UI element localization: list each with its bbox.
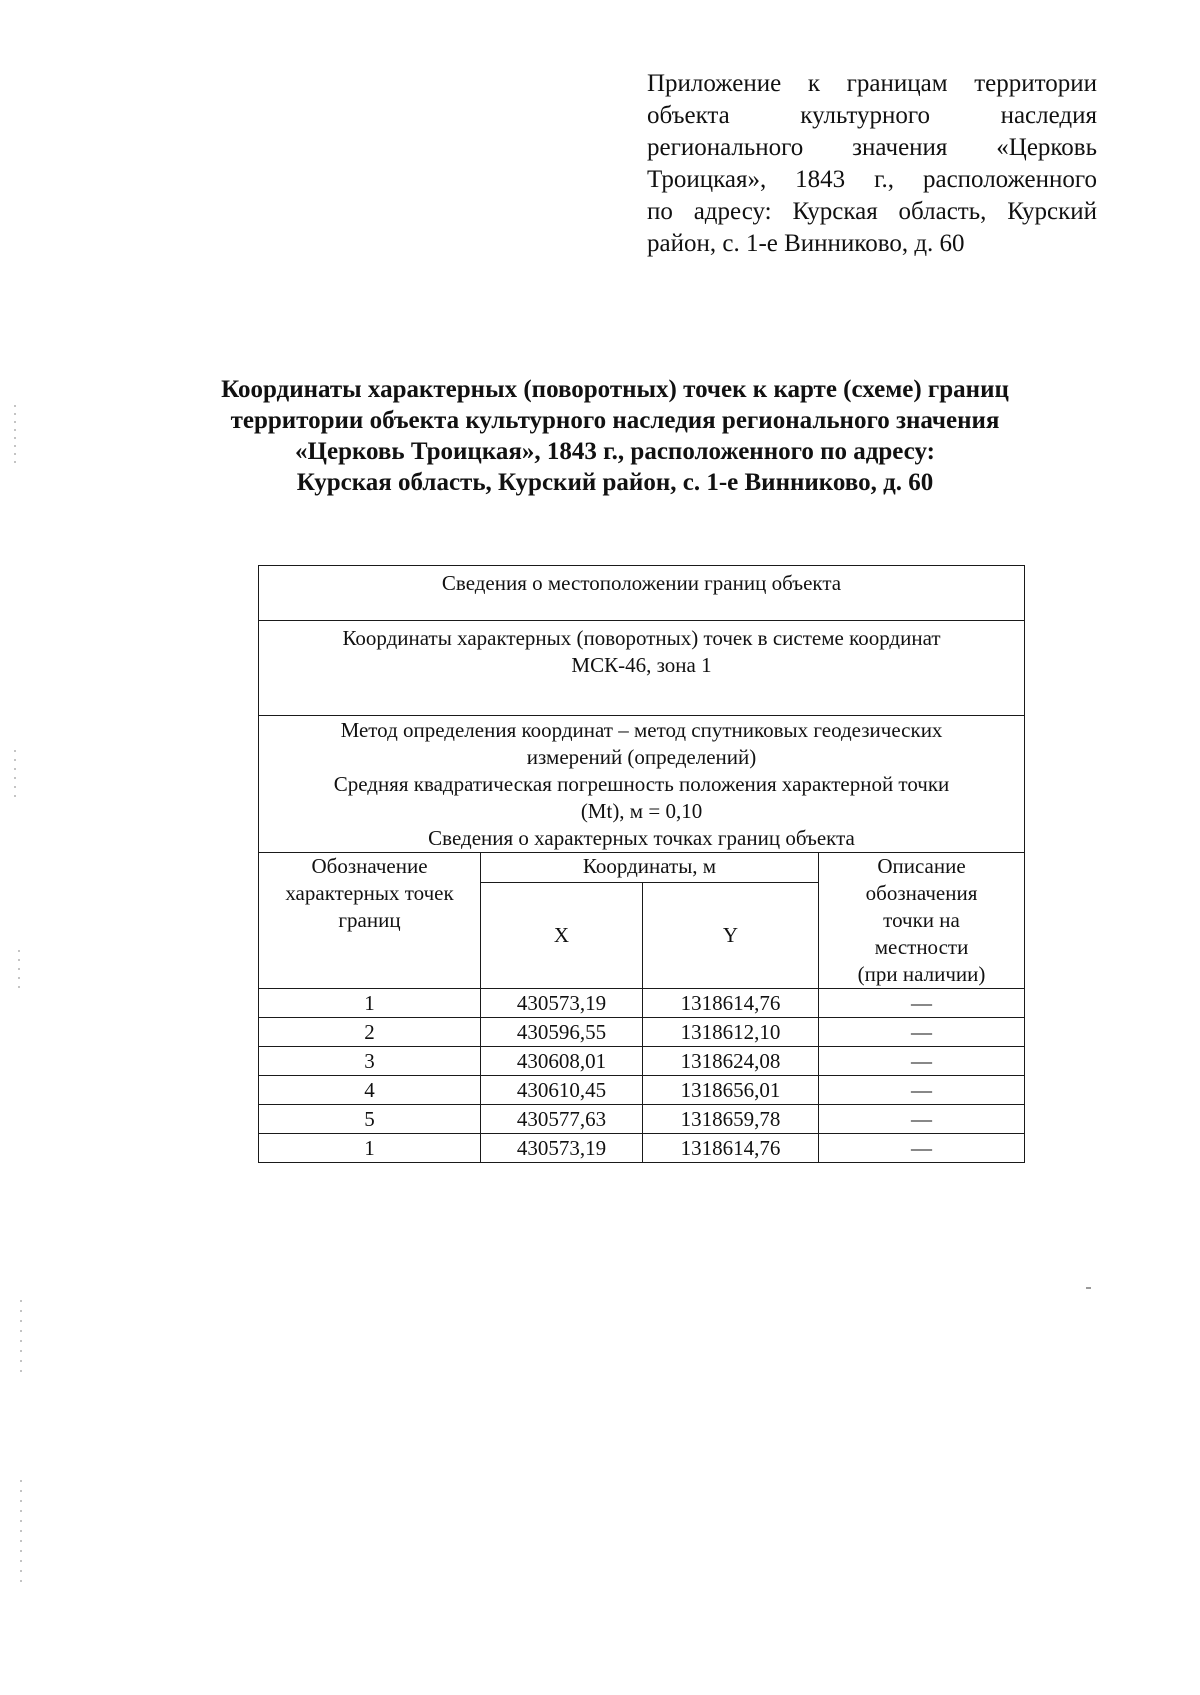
title-line: Координаты характерных (поворотных) точек к карте (схеме) границ <box>221 376 1009 403</box>
title-line: территории объекта культурного наследия регионального значения <box>230 407 1000 434</box>
description-cell: — <box>819 1076 1025 1105</box>
appendix-note-line: Троицкая», 1843 г., расположенного <box>647 166 1097 193</box>
appendix-note <box>647 68 1097 260</box>
appendix-note-line: регионального значения «Церковь <box>647 134 1097 161</box>
point-cell: 4 <box>259 1076 481 1105</box>
description-cell: — <box>819 1134 1025 1163</box>
point-cell: 3 <box>259 1047 481 1076</box>
coordinates-header: Координаты, м <box>481 853 819 883</box>
coord-system-line: МСК-46, зона 1 <box>571 653 712 677</box>
scan-speck <box>20 1480 22 1590</box>
description-cell: — <box>819 1018 1025 1047</box>
coord-system-row <box>259 621 1025 716</box>
scan-speck <box>20 1300 22 1380</box>
document-title <box>140 374 1090 498</box>
appendix-note-line: Приложение к границам территории <box>647 70 1097 97</box>
x-cell: 430608,01 <box>481 1047 643 1076</box>
appendix-note-line: объекта культурного наследия <box>647 102 1097 129</box>
method-line: Метод определения координат – метод спутниковых геодезических <box>340 718 943 742</box>
y-header: Y <box>643 882 819 988</box>
point-designation-header <box>259 853 481 989</box>
method-line: измерений (определений) <box>526 745 757 769</box>
y-cell: 1318659,78 <box>643 1105 819 1134</box>
table-row <box>259 1134 1025 1163</box>
point-cell: 2 <box>259 1018 481 1047</box>
header-line: Описание <box>877 854 966 878</box>
header-line: обозначения <box>865 881 978 905</box>
y-cell: 1318614,76 <box>643 989 819 1018</box>
title-line: «Церковь Троицкая», 1843 г., расположенного по адресу: <box>295 438 935 465</box>
y-cell: 1318624,08 <box>643 1047 819 1076</box>
x-cell: 430573,19 <box>481 989 643 1018</box>
scan-speck <box>18 950 20 995</box>
x-cell: 430577,63 <box>481 1105 643 1134</box>
table-row <box>259 989 1025 1018</box>
section-heading: Сведения о местоположении границ объекта <box>259 566 1025 621</box>
method-line: Средняя квадратическая погрешность положения характерной точки <box>333 772 950 796</box>
scan-speck <box>14 405 16 465</box>
description-cell: — <box>819 989 1025 1018</box>
scan-speck <box>14 750 16 800</box>
table-row <box>259 1076 1025 1105</box>
method-line: Сведения о характерных точках границ объекта <box>428 826 855 850</box>
y-cell: 1318656,01 <box>643 1076 819 1105</box>
appendix-note-line: по адресу: Курская область, Курский <box>647 198 1097 225</box>
description-header <box>819 853 1025 989</box>
table-row <box>259 1105 1025 1134</box>
header-line: Обозначение <box>311 854 428 878</box>
appendix-note-line: район, с. 1-е Винниково, д. 60 <box>647 230 965 257</box>
header-line: местности <box>874 935 969 959</box>
x-cell: 430610,45 <box>481 1076 643 1105</box>
method-row <box>259 716 1025 853</box>
section-heading-row <box>259 566 1025 621</box>
point-cell: 1 <box>259 989 481 1018</box>
title-line: Курская область, Курский район, с. 1-е Винниково, д. 60 <box>296 469 934 496</box>
y-cell: 1318614,76 <box>643 1134 819 1163</box>
x-cell: 430596,55 <box>481 1018 643 1047</box>
method-cell <box>259 716 1025 853</box>
header-line: точки на <box>883 908 960 932</box>
method-line: (Mt), м = 0,10 <box>580 799 703 823</box>
coord-system-line: Координаты характерных (поворотных) точек в системе координат <box>342 626 941 650</box>
table-row <box>259 1018 1025 1047</box>
coord-system-cell <box>259 621 1025 716</box>
point-cell: 1 <box>259 1134 481 1163</box>
header-line: характерных точек <box>285 881 454 905</box>
header-line: (при наличии) <box>857 962 986 986</box>
table-row <box>259 1047 1025 1076</box>
scan-speck <box>1086 1287 1091 1289</box>
x-cell: 430573,19 <box>481 1134 643 1163</box>
point-cell: 5 <box>259 1105 481 1134</box>
description-cell: — <box>819 1047 1025 1076</box>
description-cell: — <box>819 1105 1025 1134</box>
coordinates-table <box>258 565 1025 1163</box>
y-cell: 1318612,10 <box>643 1018 819 1047</box>
header-row-top <box>259 853 1025 883</box>
header-line: границ <box>338 908 401 932</box>
x-header: X <box>481 882 643 988</box>
